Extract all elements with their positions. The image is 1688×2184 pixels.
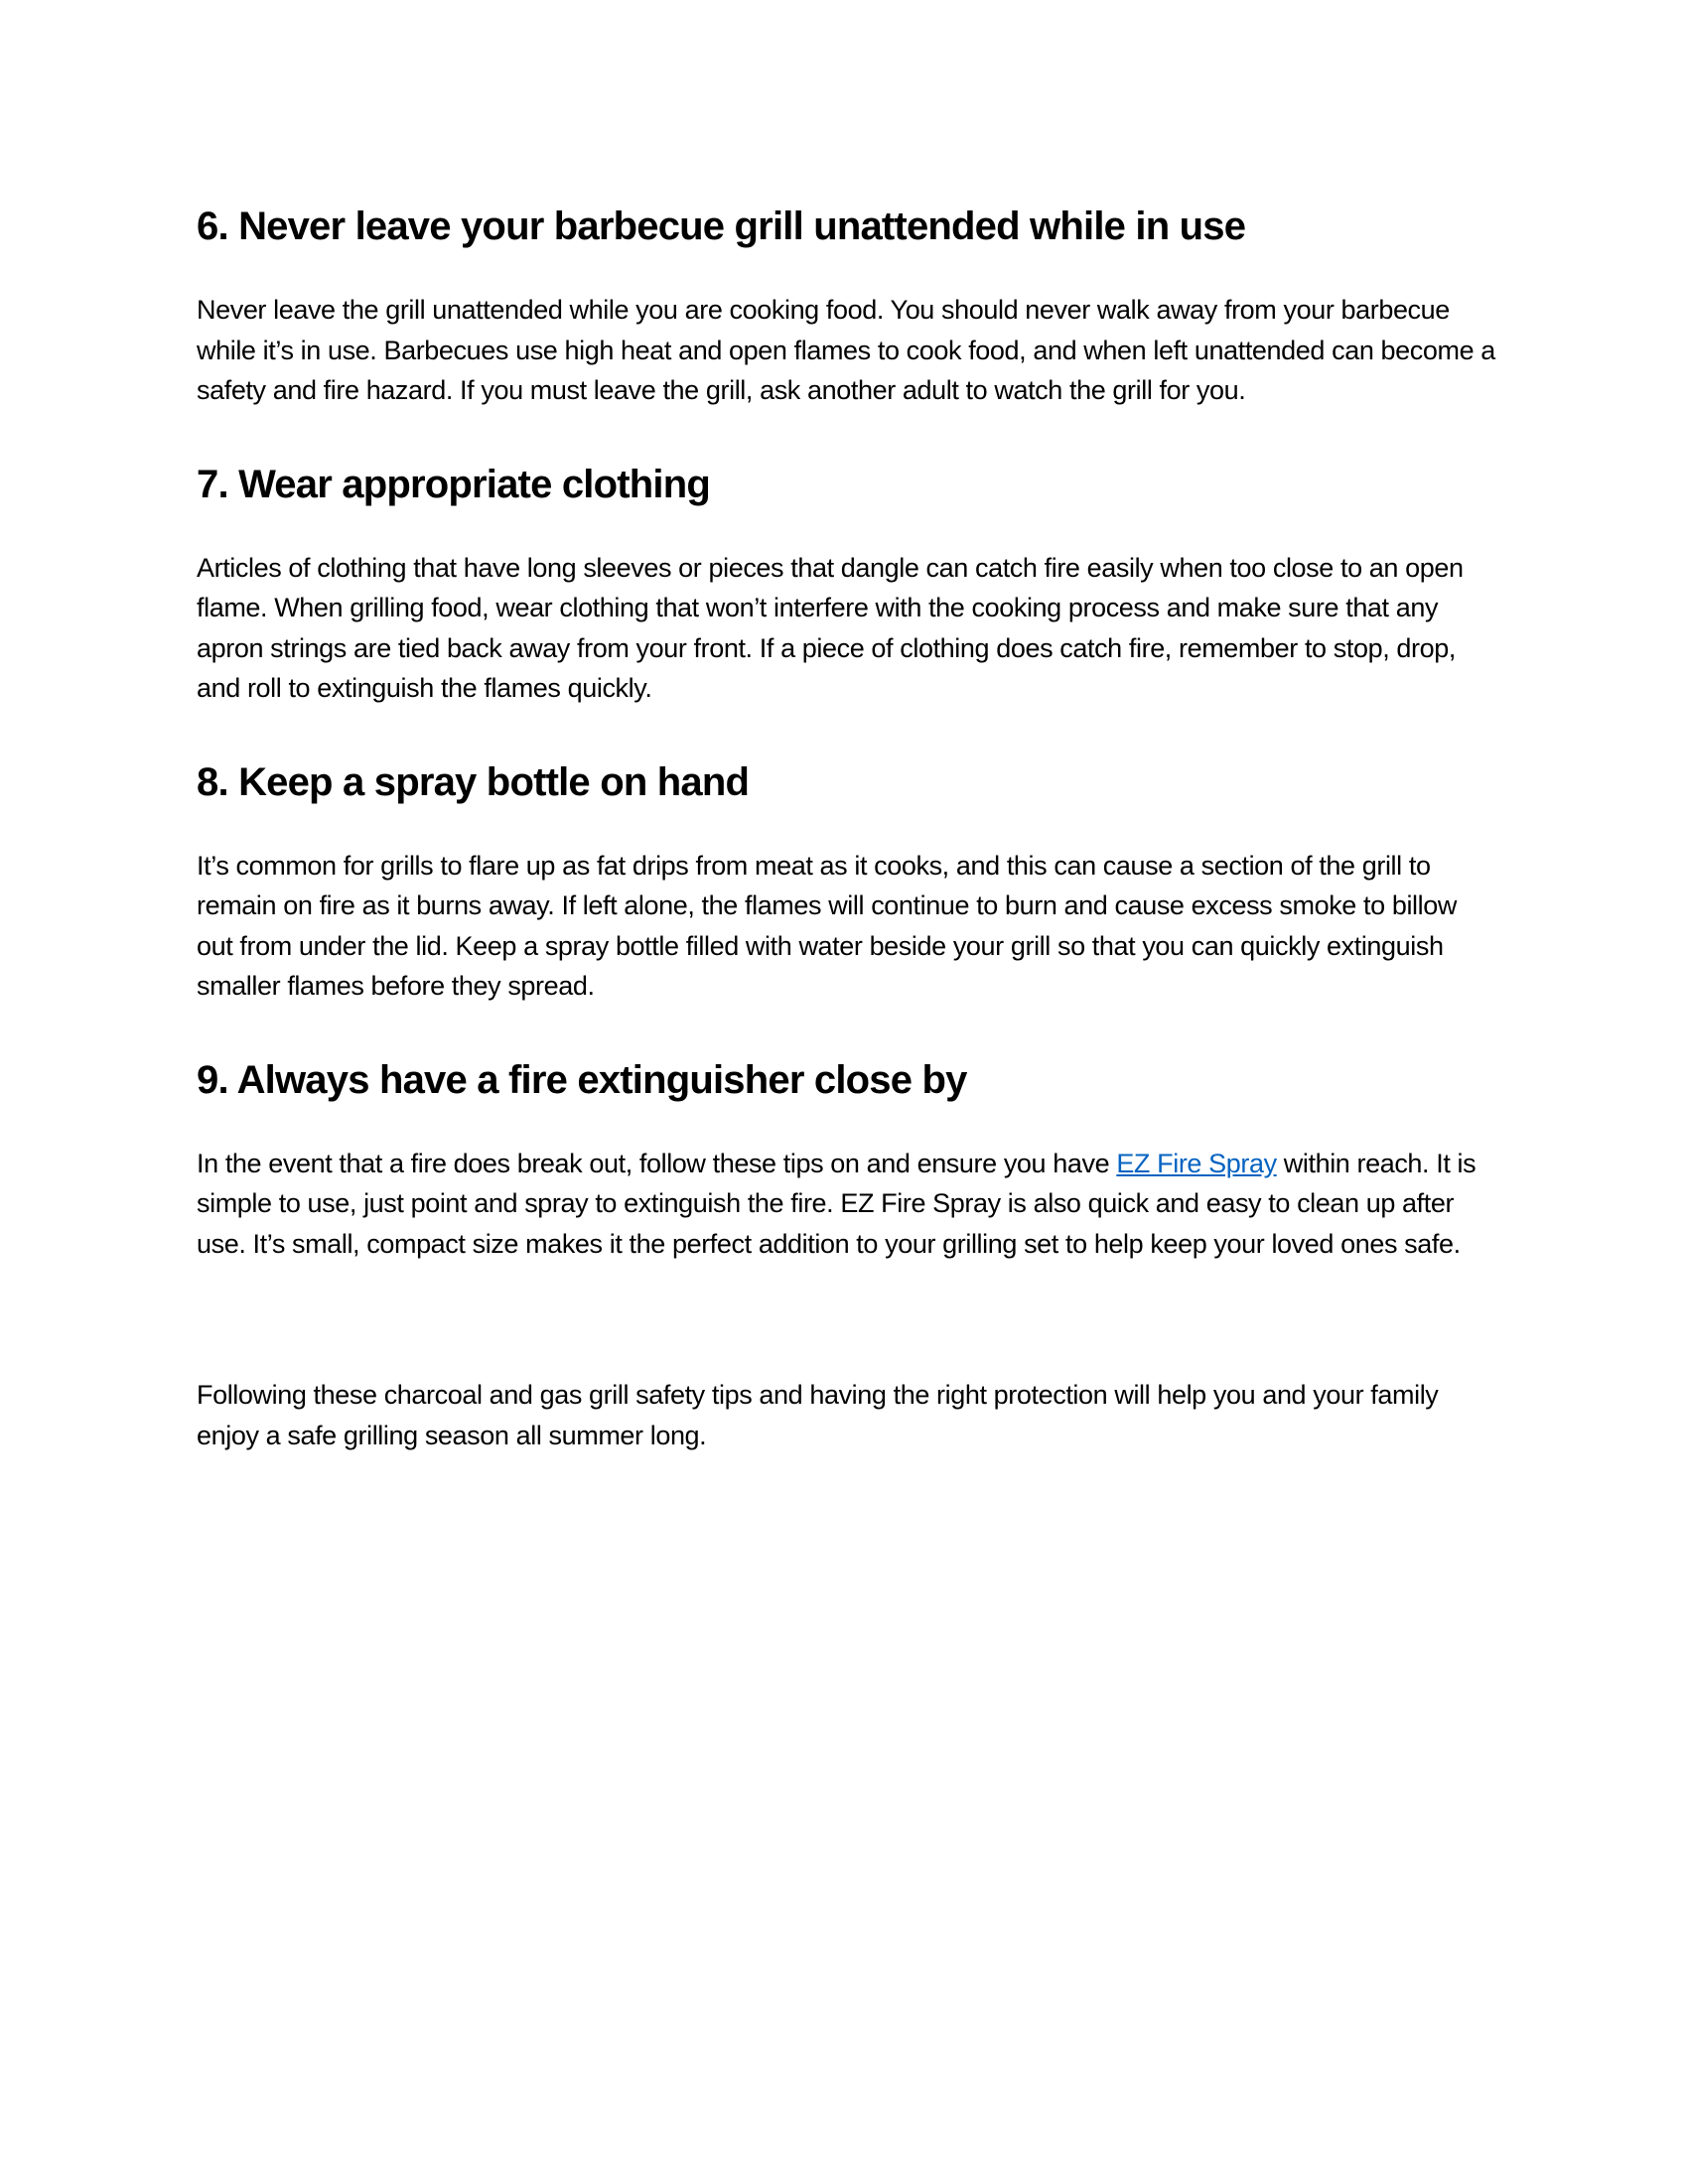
body-text-before-link: In the event that a fire does break out, follow these tips on and ensure you have [197,1148,1117,1178]
section-heading: 6. Never leave your barbecue grill unattended while in use [197,205,1246,248]
section-heading: 9. Always have a fire extinguisher close by [197,1057,967,1102]
section-body: Never leave the grill unattended while you are cooking food. You should never walk away from your barbecue while it’s in use. Barbecues use high heat and open flames to cook food, and when left unattended can become a safety and fire hazard. If you must leave the grill, ask another adult to watch the grill for you. [197,295,1495,405]
section-6 [197,195,1497,411]
section-9 [197,1048,1497,1265]
section-heading: 8. Keep a spray bottle on hand [197,759,750,804]
ez-fire-spray-link[interactable]: EZ Fire Spray [1116,1148,1277,1178]
section-body: It’s common for grills to flare up as fat drips from meat as it cooks, and this can cause a section of the grill to remain on fire as it burns away. If left alone, the flames will continue to burn and cause excess smoke to billow out from under the lid. Keep a spray bottle filled with water beside your grill so that you can quickly extinguish smaller flames before they spread. [197,850,1457,1001]
section-heading: 7. Wear appropriate clothing [197,462,710,506]
section-body [197,1144,1497,1265]
section-8 [197,751,1497,1007]
body-text-after-link: within reach. It is simple to use, just point and spray to extinguish the fire. EZ Fire Spray is also quick and easy to clean up after use. It’s small, compact size makes it the perfect addition to your grilling set to help keep your loved ones safe. [197,1148,1477,1259]
document-content [197,195,1497,1455]
section-7 [197,453,1497,709]
closing-paragraph: Following these charcoal and gas grill safety tips and having the right protection will help you and your family enjoy a safe grilling season all summer long. [197,1380,1439,1450]
section-body: Articles of clothing that have long sleeves or pieces that dangle can catch fire easily when too close to an open flame. When grilling food, wear clothing that won’t interfere with the cooking process and make sure that any apron strings are tied back away from your front. If a piece of clothing does catch fire, remember to stop, drop, and roll to extinguish the flames quickly. [197,552,1464,703]
